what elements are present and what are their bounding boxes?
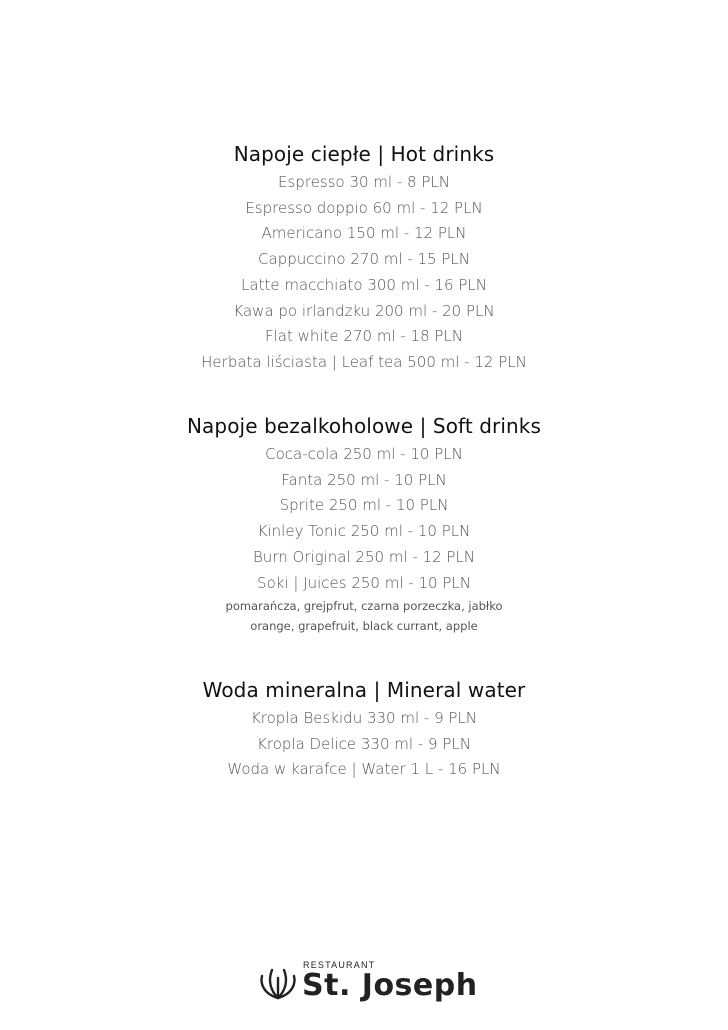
section-hot-drinks (0, 141, 728, 376)
menu-item: Sprite 250 ml - 10 PLN (279, 496, 449, 515)
menu-item: Espresso 30 ml - 8 PLN (278, 173, 450, 191)
section-title: Woda mineralna | Mineral water (202, 678, 526, 702)
section-title: Napoje ciepłe | Hot drinks (233, 142, 495, 166)
juice-flavors-pl: pomarańcza, grejpfrut, czarna porzeczka, jabłko (225, 599, 503, 614)
menu-item: Latte macchiato 300 ml - 16 PLN (241, 275, 487, 294)
juice-flavors (0, 596, 728, 636)
section-soft-drinks (0, 413, 728, 636)
menu-item: Soki | Juices 250 ml - 10 PLN (257, 573, 471, 592)
logo-subtitle: RESTAURANT (303, 960, 376, 970)
logo-title: St. Joseph (302, 968, 478, 1003)
menu-item: Cappuccino 270 ml - 15 PLN (258, 250, 470, 269)
menu-item: Americano 150 ml - 12 PLN (261, 224, 467, 243)
menu-item: Burn Original 250 ml - 12 PLN (252, 547, 476, 566)
menu-item: Kropla Beskidu 330 ml - 9 PLN (250, 709, 478, 727)
menu-item: Kinley Tonic 250 ml - 10 PLN (257, 522, 471, 541)
menu-item: Woda w karafce | Water 1 L - 16 PLN (227, 760, 501, 779)
juice-flavors-en: orange, grapefruit, black currant, apple (250, 619, 478, 634)
menu-item: Kawa po irlandzku 200 ml - 20 PLN (233, 301, 495, 320)
menu-list (0, 442, 728, 596)
restaurant-logo (258, 958, 478, 1008)
menu-item: Herbata liściasta | Leaf tea 500 ml - 12 PLN (201, 352, 527, 371)
menu-item: Espresso doppio 60 ml - 12 PLN (245, 198, 483, 217)
section-title: Napoje bezalkoholowe | Soft drinks (187, 414, 541, 438)
section-mineral-water (0, 677, 728, 783)
menu-item: Coca-cola 250 ml - 10 PLN (265, 445, 463, 463)
leaf-icon (258, 964, 298, 1002)
menu-list (0, 706, 728, 783)
menu-item: Kropla Delice 330 ml - 9 PLN (257, 734, 471, 753)
menu-item: Flat white 270 ml - 18 PLN (264, 327, 464, 346)
menu-list (0, 170, 728, 376)
menu-item: Fanta 250 ml - 10 PLN (281, 470, 447, 489)
